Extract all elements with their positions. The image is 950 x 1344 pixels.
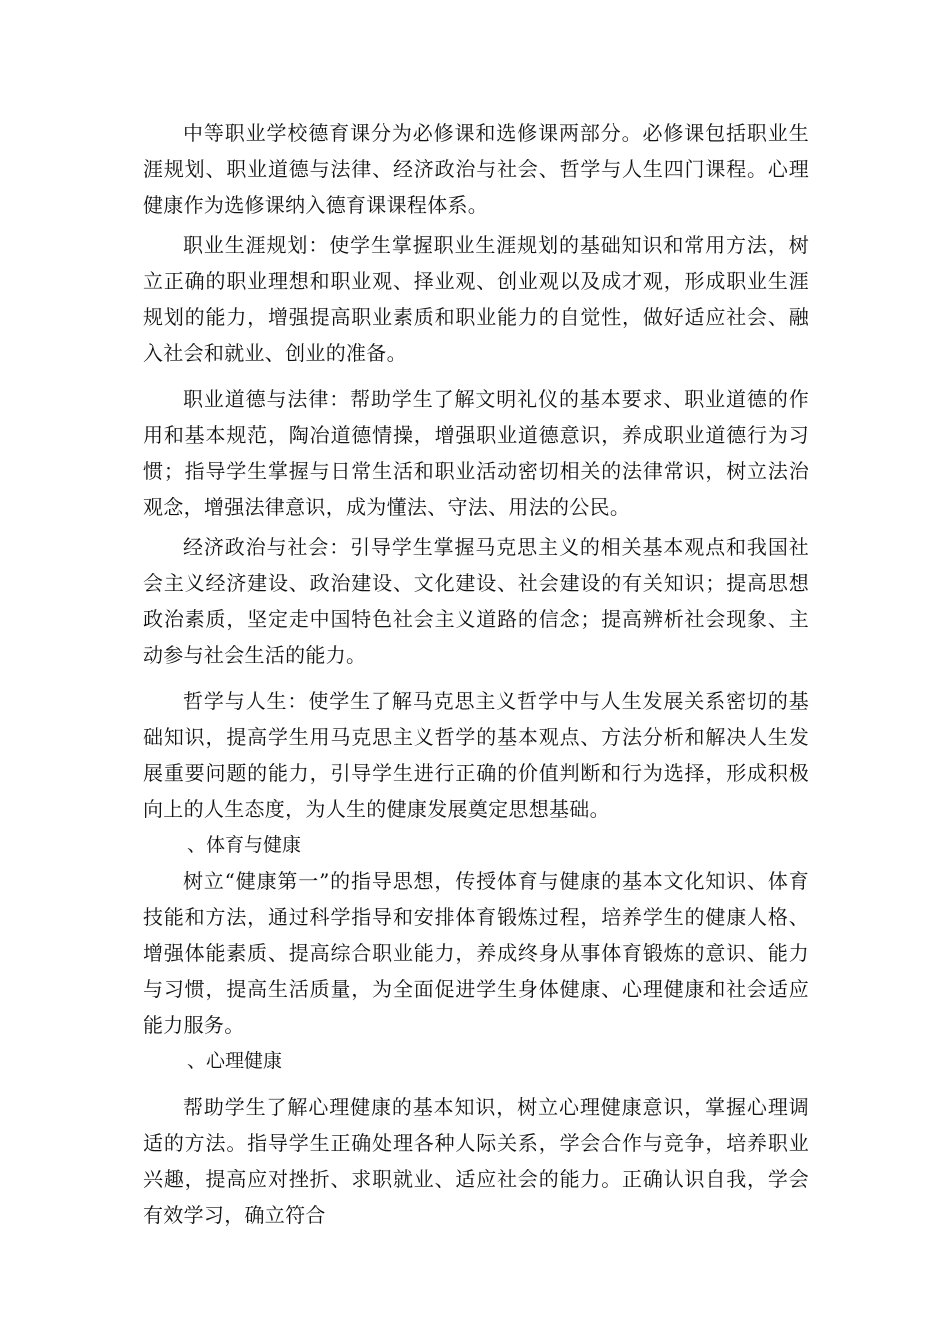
paragraph-philosophy: 哲学与人生：使学生了解马克思主义哲学中与人生发展关系密切的基础知识，提高学生用马克思主义哲学的基本观点、方法分析和解决人生发展重要问题的能力，引导学生进行正确的价值判断和行为选择，形成积极向上的人生态度，为人生的健康发展奠定思想基础。 (143, 689, 809, 821)
document-body (143, 115, 809, 1233)
heading-mental-health: 、心理健康 (187, 1050, 283, 1072)
paragraph-professional-ethics: 职业道德与法律：帮助学生了解文明礼仪的基本要求、职业道德的作用和基本规范，陶冶道德情操，增强职业道德意识，养成职业道德行为习惯；指导学生掌握与日常生活和职业活动密切相关的法律常识，树立法治观念，增强法律意识，成为懂法、守法、用法的公民。 (143, 387, 809, 519)
heading-pe-health: 、体育与健康 (187, 834, 302, 856)
paragraph-economy-politics: 经济政治与社会：引导学生掌握马克思主义的相关基本观点和我国社会主义经济建设、政治建设、文化建设、社会建设的有关知识；提高思想政治素质，坚定走中国特色社会主义道路的信念；提高辨析社会现象、主动参与社会生活的能力。 (143, 535, 809, 667)
paragraph-intro: 中等职业学校德育课分为必修课和选修课两部分。必修课包括职业生涯规划、职业道德与法律、经济政治与社会、哲学与人生四门课程。心理健康作为选修课纳入德育课课程体系。 (143, 121, 809, 217)
paragraph-pe-health: 树立“健康第一”的指导思想，传授体育与健康的基本文化知识、体育技能和方法，通过科学指导和安排体育锻炼过程，培养学生的健康人格、增强体能素质、提高综合职业能力，养成终身从事体育锻炼的意识、能力与习惯，提高生活质量，为全面促进学生身体健康、心理健康和社会适应能力服务。 (143, 869, 809, 1037)
paragraph-career-planning: 职业生涯规划：使学生掌握职业生涯规划的基础知识和常用方法，树立正确的职业理想和职业观、择业观、创业观以及成才观，形成职业生涯规划的能力，增强提高职业素质和职业能力的自觉性，做好适应社会、融入社会和就业、创业的准备。 (143, 233, 809, 365)
paragraph-mental-health: 帮助学生了解心理健康的基本知识，树立心理健康意识，掌握心理调适的方法。指导学生正确处理各种人际关系，学会合作与竞争，培养职业兴趣，提高应对挫折、求职就业、适应社会的能力。正确认识自我，学会有效学习，确立符合 (143, 1095, 809, 1227)
